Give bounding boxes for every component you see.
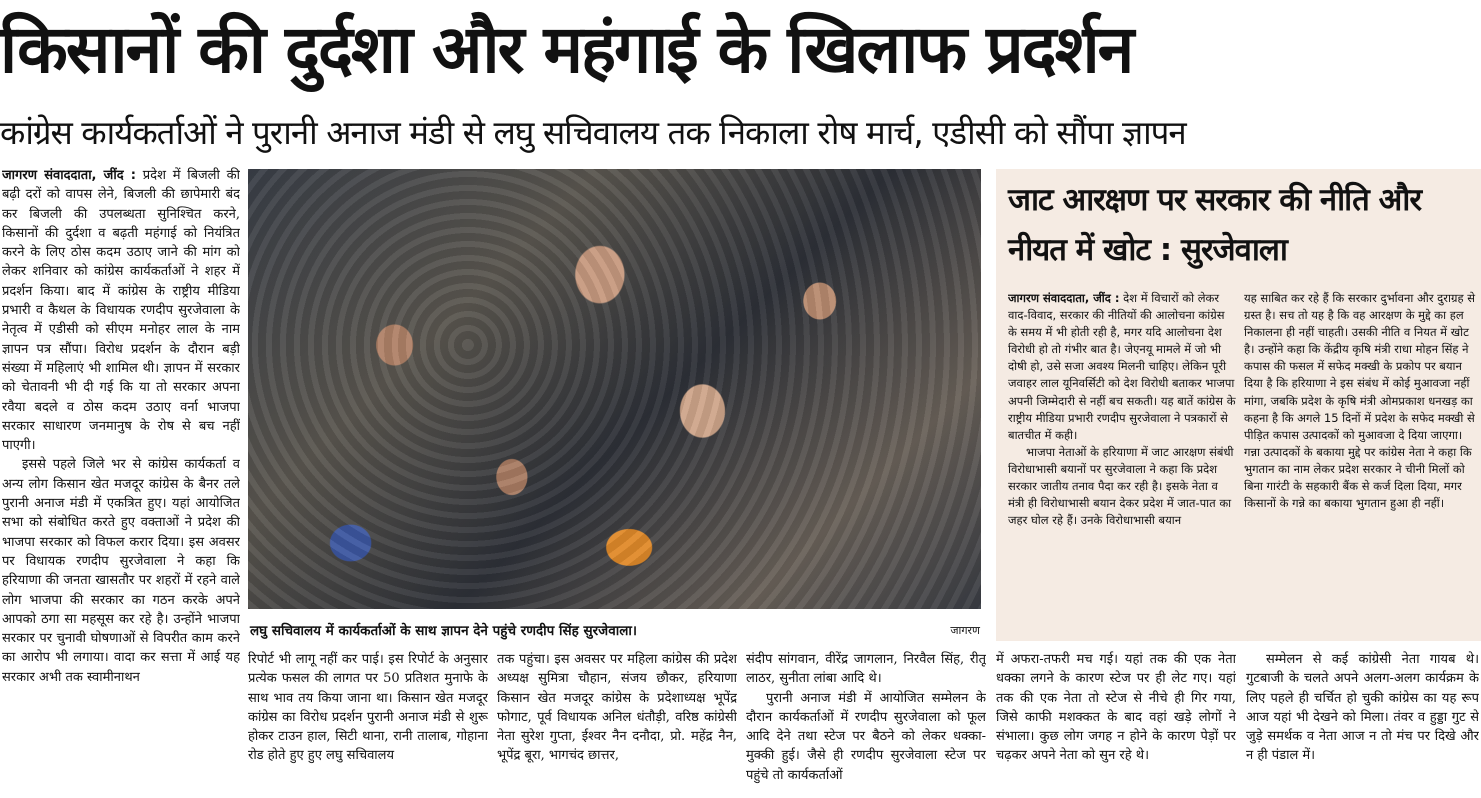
side-paragraph: यह साबित कर रहे हैं कि सरकार दुर्भावना और दुराग्रह से ग्रस्त है। सच तो यह है कि वह आरक्षण के मुद्दे का हल निकालना ही नहीं चाहती। उसकी नीति व नियत में खोट है। उन्होंने कहा कि केंद्रीय कृषि मंत्री राधा मोहन सिंह ने कपास की फसल में सफेद मक्खी के प्रकोप पर बयान दिया है कि हरियाणा ने इस संबंध में कोई मुआवजा नहीं मांगा, जबकि प्रदेश के कृषि मंत्री ओमप्रकाश धनखड़ का कहना है कि अगले 15 दिनों में प्रदेश के सफेद मक्खी से पीड़ित कपास उत्पादकों को मुआवजा दे दिया जाएगा। गन्ना उत्पादकों के बकाया मुद्दे पर कांग्रेस नेता ने कहा कि भुगतान का नाम लेकर प्रदेश सरकार ने चीनी मिलों को बिना गारंटी के सहकारी बैंक से कर्ज दिला दिया, मगर किसानों के गन्ने का बकाया भुगतान हुआ ही नहीं।	[1244, 291, 1475, 511]
news-photo	[248, 169, 981, 609]
article-column-2	[248, 650, 488, 798]
article-column-5	[996, 650, 1236, 798]
sub-headline: कांग्रेस कार्यकर्ताओं ने पुरानी अनाज मंडी से लघु सचिवालय तक निकाला रोष मार्च, एडीसी को सौंपा ज्ञापन	[0, 113, 1186, 152]
article-paragraph: में अफरा-तफरी मच गई। यहां तक की एक नेता धक्का लगने के कारण स्टेज पर ही लेट गए। यहां तक की एक नेता तो स्टेज से नीचे ही गिर गया, जिसे काफी मशक्कत के बाद वहां खड़े लोगों ने संभाला। कुछ लोग जगह न होने के कारण पेड़ों पर चढ़कर अपने नेता को सुन रहे थे।	[996, 652, 1236, 764]
side-paragraph: देश में विचारों को लेकर वाद-विवाद, सरकार की नीतियों की आलोचना कांग्रेस के समय में भी होती रही है, मगर यदि आलोचना देश विरोधी हो तो गंभीर बात है। जेएनयू मामले में जो भी दोषी हो, उसे सजा अवश्य मिलनी चाहिए। लेकिन पूरी जवाहर लाल यूनिवर्सिटी को देश विरोधी बताकर भाजपा अपनी जिम्मेदारी से नहीं बच सकती। यह बातें कांग्रेस के राष्ट्रीय मीडिया प्रभारी रणदीप सुरजेवाला ने पत्रकारों से बातचीत में कही।	[1008, 291, 1236, 442]
side-story-headline: जाट आरक्षण पर सरकार की नीति और नीयत में खोट : सुरजेवाला	[1008, 182, 1422, 268]
article-column-6	[1246, 650, 1479, 798]
article-column-3	[497, 650, 737, 798]
main-headline: किसानों की दुर्दशा और महंगाई के खिलाफ प्रदर्शन	[0, 11, 1133, 88]
photo-credit: जागरण	[950, 624, 980, 637]
dateline: जागरण संवाददाता, जींद :	[2, 168, 136, 183]
side-dateline: जागरण संवाददाता, जींद :	[1008, 291, 1120, 305]
article-paragraph: प्रदेश में बिजली की बढ़ी दरों को वापस लेने, बिजली की छापेमारी बंद कर बिजली की उपलब्धता सुनिश्चित करने, किसानों की दुर्दशा व बढ़ती महंगाई को नियंत्रित करने के लिए ठोस कदम उठाए जाने की मांग को लेकर शनिवार को कांग्रेस कार्यकर्ताओं ने शहर में प्रदर्शन किया। बाद में कांग्रेस के राष्ट्रीय मीडिया प्रभारी व कैथल के विधायक रणदीप सुरजेवाला के नेतृत्व में एडीसी को सीएम मनोहर लाल के नाम ज्ञापन पत्र सौंपा। विरोध प्रदर्शन के दौरान बड़ी संख्या में महिलाएं भी शामिल थी। ज्ञापन में सरकार को चेतावनी भी दी गई कि या तो सरकार अपना रवैया बदले व ठोस कदम उठाए वर्ना भाजपा सरकार साधारण जनमानुष के रोष से बच नहीं पाएगी।	[2, 168, 240, 454]
article-paragraph: इससे पहले जिले भर से कांग्रेस कार्यकर्ता व अन्य लोग किसान खेत मजदूर कांग्रेस के बैनर तले पुरानी अनाज मंडी में एकत्रित हुए। यहां आयोजित सभा को संबोधित करते हुए वक्ताओं ने प्रदेश की भाजपा सरकार को विफल करार दिया। इस अवसर पर विधायक रणदीप सुरजेवाला ने कहा कि हरियाणा की जनता खासतौर पर शहरों में रहने वाले लोग भाजपा की सरकार का गठन करके अपने आपको ठगा सा महसूस कर रहे है। उन्होंने भाजपा सरकार पर चुनावी घोषणाओं से विपरीत काम करने का आरोप भी लगाया। वादा कर सत्ता में आई यह सरकार अभी तक स्वामीनाथन	[2, 457, 240, 685]
article-paragraph: रिपोर्ट भी लागू नहीं कर पाई। इस रिपोर्ट के अनुसार प्रत्येक फसल की लागत पर 50 प्रतिशत मुनाफे के साथ भाव तय किया जाना था। किसान खेत मजदूर कांग्रेस का विरोध प्रदर्शन पुरानी अनाज मंडी से शुरू होकर टाउन हाल, सिटी थाना, रानी तालाब, गोहाना रोड होते हुए हुए लघु सचिवालय	[248, 652, 488, 764]
side-story-column-1	[1008, 290, 1236, 635]
side-story-box	[996, 169, 1481, 641]
side-paragraph: भाजपा नेताओं के हरियाणा में जाट आरक्षण संबंधी विरोधाभासी बयानों पर सुरजेवाला ने कहा कि प्रदेश सरकार जातीय तनाव पैदा कर रही है। इसके नेता व मंत्री ही विरोधाभासी बयान देकर प्रदेश में जात-पात का जहर घोल रहे हैं। उनके विरोधाभासी बयान	[1008, 444, 1234, 528]
side-story-column-2	[1244, 290, 1476, 635]
article-paragraph: सम्मेलन से कई कांग्रेसी नेता गायब थे। गुटबाजी के चलते अपने अलग-अलग कार्यक्रम के लिए पहले ही चर्चित हो चुकी कांग्रेस का यह रूप आज यहां भी देखने को मिला। तंवर व हुड्डा गुट से जुड़े समर्थक व नेता आज न तो मंच पर दिखे और न ही पंडाल में।	[1246, 652, 1479, 764]
article-column-4	[746, 650, 986, 798]
article-paragraph: तक पहुंचा। इस अवसर पर महिला कांग्रेस की प्रदेश अध्यक्ष सुमित्रा चौहान, संजय छौकर, हरियाणा किसान खेत मजदूर कांग्रेस के प्रदेशाध्यक्ष भूपेंद्र फोगाट, पूर्व विधायक अनिल धंतौड़ी, वरिष्ठ कांग्रेसी नेता सुरेश गुप्ता, ईश्वर नैन दनौदा, प्रो. महेंद्र नैन, भूपेंद्र बूरा, भागचंद छात्तर,	[497, 652, 737, 764]
photo-caption: लघु सचिवालय में कार्यकर्ताओं के साथ ज्ञापन देने पहुंचे रणदीप सिंह सुरजेवाला।	[250, 623, 637, 639]
article-column-1	[2, 166, 240, 798]
article-paragraph: संदीप सांगवान, वीरेंद्र जागलान, निरवैल सिंह, रीतू लाठर, सुनीता लांबा आदि थे।	[746, 652, 986, 687]
article-paragraph: पुरानी अनाज मंडी में आयोजित सम्मेलन के दौरान कार्यकर्ताओं में रणदीप सुरजेवाला को फूल आदि देने तथा स्टेज पर बैठने को लेकर धक्का-मुक्की हुई। जैसे ही रणदीप सुरजेवाला स्टेज पर पहुंचे तो कार्यकर्ताओं	[746, 690, 986, 783]
